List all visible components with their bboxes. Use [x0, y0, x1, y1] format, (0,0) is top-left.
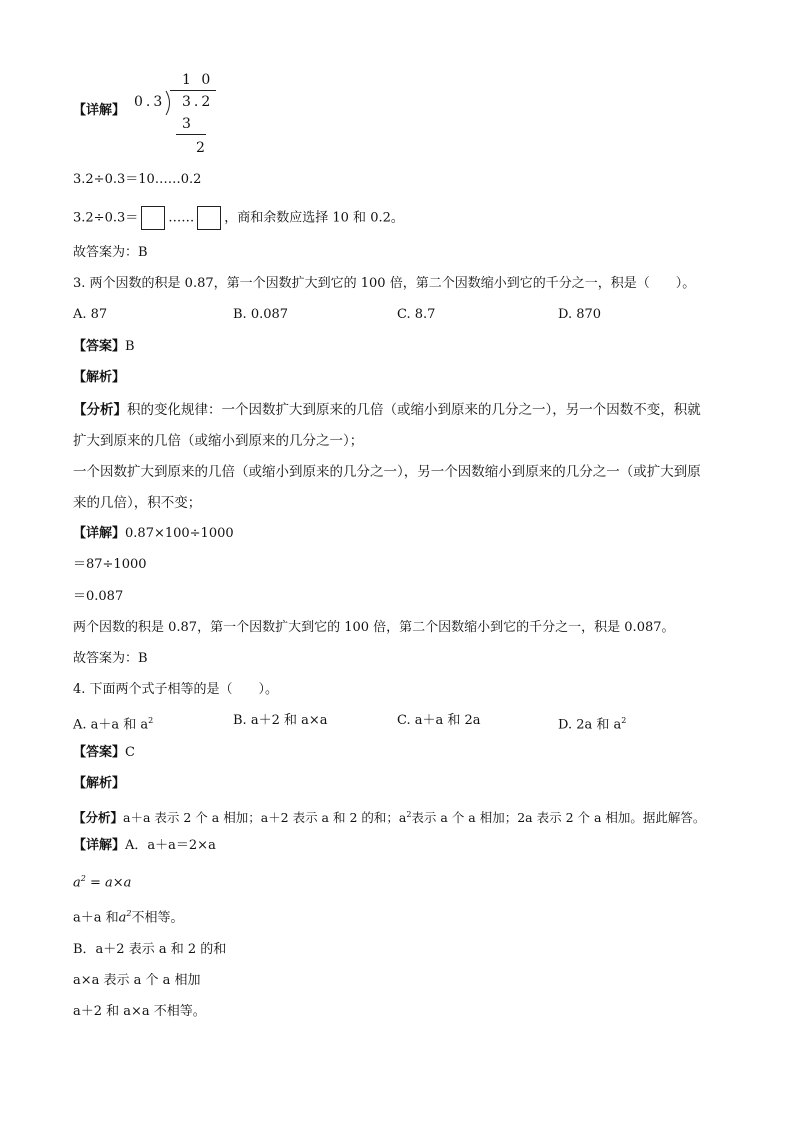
q3-detail-text-1: 0.87×100÷1000 — [125, 526, 234, 541]
q4-option-a — [73, 712, 153, 734]
q3-analysis-3: 一个因数扩大到原来的几倍（或缩小到原来的几分之一），另一个因数缩小到原来的几分之一（或扩大到原 — [73, 464, 701, 480]
q3-detail-2: ＝87÷1000 — [73, 557, 147, 572]
q4-stem: 4. 下面两个式子相等的是（ ）。 — [73, 682, 279, 697]
detail-label — [73, 102, 125, 120]
long-division — [130, 70, 230, 162]
q2-conclusion: 故答案为：B — [73, 245, 148, 260]
division-product: 3 — [182, 116, 194, 132]
subtraction-bar — [176, 134, 206, 135]
answer-box-quotient — [141, 206, 165, 230]
q4-analysis-sup: 2 — [406, 810, 412, 819]
analysis-tag: 【解析】 — [73, 370, 126, 385]
q2-line2-prefix: 3.2÷0.3＝ — [73, 210, 139, 226]
q3-analysis-label — [73, 369, 125, 387]
q3-analysis-1 — [73, 401, 701, 419]
q2-line2-suffix: ，商和余数应选择 10 和 0.2。 — [224, 210, 404, 226]
q3-option-c: C. 8.7 — [397, 307, 436, 322]
q3-summary: 两个因数的积是 0.87，第一个因数扩大到它的 100 倍，第二个因数缩小到它的千分之一，积是 0.087。 — [73, 620, 675, 635]
q4-answer — [73, 744, 135, 762]
detail-tag: 【详解】 — [73, 103, 126, 118]
formula-base: a — [73, 875, 81, 891]
analysis-subtag: 【分析】 — [73, 402, 127, 418]
q4-detail-1 — [73, 837, 216, 855]
answer-tag: 【答案】 — [73, 339, 126, 354]
detail-subtag: 【详解】 — [73, 526, 126, 541]
q4-option-d — [558, 712, 626, 734]
division-quotient: 1 0 — [182, 72, 214, 88]
q4-option-b: B. a＋2 和 a×a — [233, 713, 328, 728]
q3-analysis-4: 来的几倍），积不变； — [73, 495, 202, 511]
q3-stem: 3. 两个因数的积是 0.87，第一个因数扩大到它的 100 倍，第二个因数缩小到它的千分之一，积是（ ）。 — [73, 276, 696, 291]
q4-option-d-sup: 2 — [621, 716, 627, 725]
line-a1-sup: 2 — [126, 909, 132, 918]
line-a1-post: 不相等。 — [131, 910, 184, 926]
line-a1-pre: a＋a 和 — [73, 910, 119, 926]
analysis-subtag: 【分析】 — [73, 810, 124, 826]
q3-option-d: D. 870 — [558, 307, 602, 322]
q3-analysis-2: 扩大到原来的几倍（或缩小到原来的几分之一）； — [73, 433, 364, 449]
q3-answer — [73, 338, 135, 356]
formula-rest: = a×a — [85, 875, 132, 891]
q4-detail-text-1: A．a＋a＝2×a — [125, 838, 216, 853]
answer-box-remainder — [197, 206, 221, 230]
q2-line2-dots: …… — [168, 210, 195, 226]
division-divisor: 0.3 — [134, 94, 166, 110]
q4-answer-value: C — [125, 745, 135, 760]
q4-option-a-sup: 2 — [148, 716, 154, 725]
q4-formula — [73, 870, 131, 892]
q4-line-b2: a×a 表示 a 个 a 相加 — [73, 973, 201, 988]
analysis-tag: 【解析】 — [73, 776, 126, 791]
q3-conclusion: 故答案为：B — [73, 651, 148, 666]
line-a1-base: a — [118, 910, 127, 926]
q4-analysis-label — [73, 775, 125, 793]
q3-detail-3: ＝0.087 — [73, 589, 124, 604]
q4-line-b3: a＋2 和 a×a 不相等。 — [73, 1004, 206, 1019]
q3-analysis-text-1: 积的变化规律：一个因数扩大到原来的几倍（或缩小到原来的几分之一），另一个因数不变，积就 — [127, 402, 701, 418]
q4-analysis-text-a: a＋a 表示 2 个 a 相加；a＋2 表示 a 和 2 的和；a — [123, 810, 407, 826]
q2-line2 — [73, 206, 404, 230]
q4-option-a-text: A. a＋a 和 a — [73, 717, 149, 733]
q3-option-a: A. 87 — [73, 307, 108, 322]
q4-option-d-text: D. 2a 和 a — [558, 717, 622, 733]
formula-sup: 2 — [80, 874, 86, 883]
q4-line-a1 — [73, 905, 184, 927]
division-dividend: 3.2 — [182, 94, 214, 110]
q3-detail-1 — [73, 525, 234, 543]
division-remainder: 2 — [196, 140, 208, 156]
division-bracket — [164, 90, 174, 116]
q2-line1: 3.2÷0.3＝10……0.2 — [73, 172, 202, 187]
q4-line-b1: B．a＋2 表示 a 和 2 的和 — [73, 942, 227, 957]
answer-tag: 【答案】 — [73, 745, 126, 760]
quotient-bar — [170, 90, 216, 91]
detail-subtag: 【详解】 — [73, 838, 126, 853]
q4-analysis — [73, 806, 705, 827]
q3-answer-value: B — [125, 339, 135, 354]
q4-option-c: C. a＋a 和 2a — [397, 713, 481, 728]
q4-analysis-text-b: 表示 a 个 a 相加；2a 表示 2 个 a 相加。据此解答。 — [411, 810, 706, 826]
q3-option-b: B. 0.087 — [233, 307, 289, 322]
